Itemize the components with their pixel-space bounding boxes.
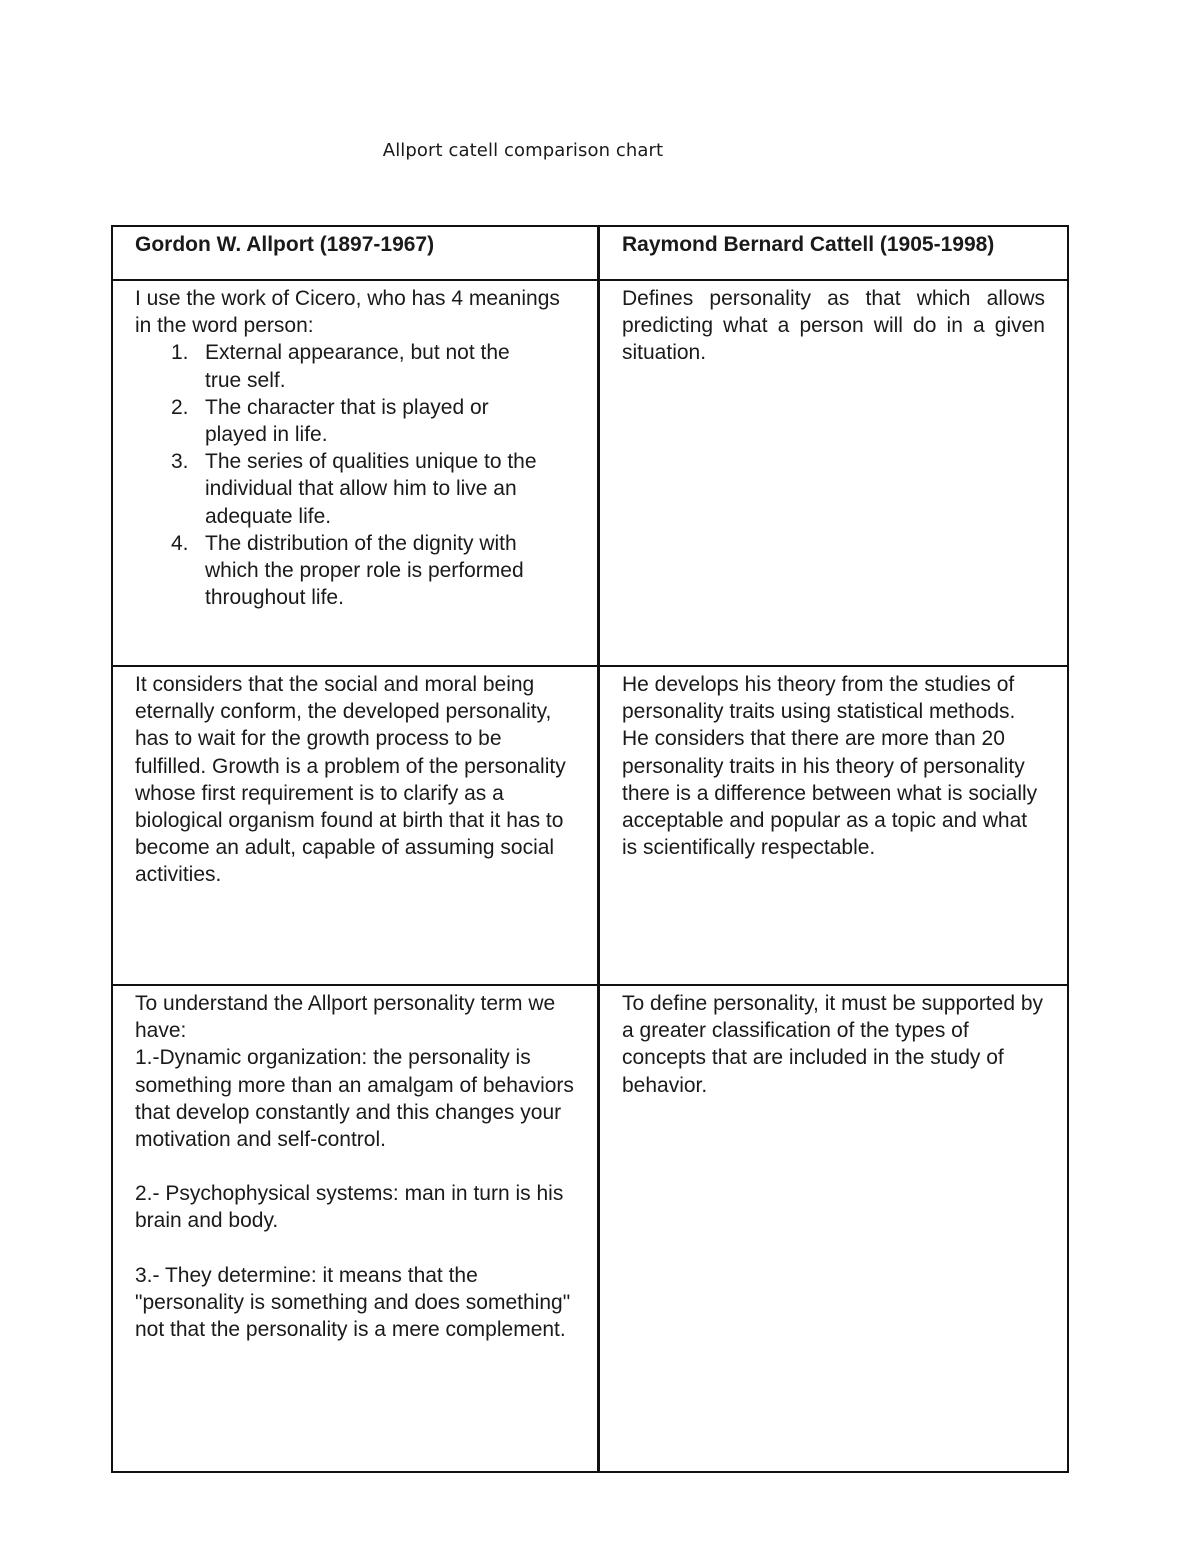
spacer — [135, 1153, 576, 1180]
header-allport: Gordon W. Allport (1897-1967) — [135, 233, 435, 256]
list-number: 3. — [171, 450, 189, 474]
allport-growth-text: It considers that the social and moral being eternally conform, the developed personality, has to wait for the growth process to be fulfilled. Growth is a problem of the personality whose first requirement is to clarify as a biological organism found at birth that it has to become an adult, capable of assuming social activities. — [135, 673, 566, 887]
list-text: External appearance, but not the true self. — [205, 341, 510, 392]
list-number: 1. — [171, 341, 189, 365]
allport-cell-cicero — [113, 281, 598, 665]
cattell-traits-text: He develops his theory from the studies of personality traits using statistical methods. He considers that there are more than 20 personality traits in his theory of personality there is a difference between what is socially acceptable and popular as a topic and what is scientifically respectable. — [622, 673, 1038, 860]
list-item — [135, 530, 576, 612]
allport-cell-growth — [113, 667, 598, 984]
list-item — [135, 394, 576, 448]
list-item — [135, 339, 576, 393]
cattell-cell-traits — [600, 667, 1067, 984]
document-title: Allport catell comparison chart — [382, 140, 664, 161]
header-cell-allport — [113, 227, 598, 279]
allport-determine: 3.- They determine: it means that the "personality is something and does something" not that the personality is a mere complement. — [135, 1263, 571, 1342]
list-number: 4. — [171, 531, 189, 555]
cattell-definition-text: Defines personality as that which allows predicting what a person will do in a given situation. — [622, 287, 1045, 365]
cattell-cell-definition — [600, 281, 1067, 665]
spacer — [135, 1235, 576, 1262]
list-number: 2. — [171, 395, 189, 419]
allport-term-intro: To understand the Allport personality term we have: — [135, 992, 556, 1043]
allport-dynamic-organization: 1.-Dynamic organization: the personality is something more than an amalgam of behaviors that develop constantly and this changes your motivation and self-control. — [135, 1046, 574, 1152]
list-text: The character that is played or played in life. — [205, 395, 489, 447]
header-cattell: Raymond Bernard Cattell (1905-1998) — [622, 233, 995, 256]
cicero-meanings-list — [135, 339, 576, 611]
allport-psychophysical-systems: 2.- Psychophysical systems: man in turn is his brain and body. — [135, 1182, 564, 1233]
allport-cell-term — [113, 986, 598, 1471]
cattell-cell-classification — [600, 986, 1067, 1471]
cattell-classification-text: To define personality, it must be supported by a greater classification of the types of concepts that are included in the study of behavior. — [622, 992, 1044, 1097]
list-text: The series of qualities unique to the individual that allow him to live an adequate life. — [205, 450, 537, 528]
list-item — [135, 448, 576, 530]
list-text: The distribution of the dignity with which the proper role is performed throughout life. — [205, 531, 524, 610]
header-cell-cattell — [600, 227, 1067, 279]
comparison-table — [111, 225, 1069, 1473]
cicero-intro: I use the work of Cicero, who has 4 meanings in the word person: — [135, 287, 560, 338]
